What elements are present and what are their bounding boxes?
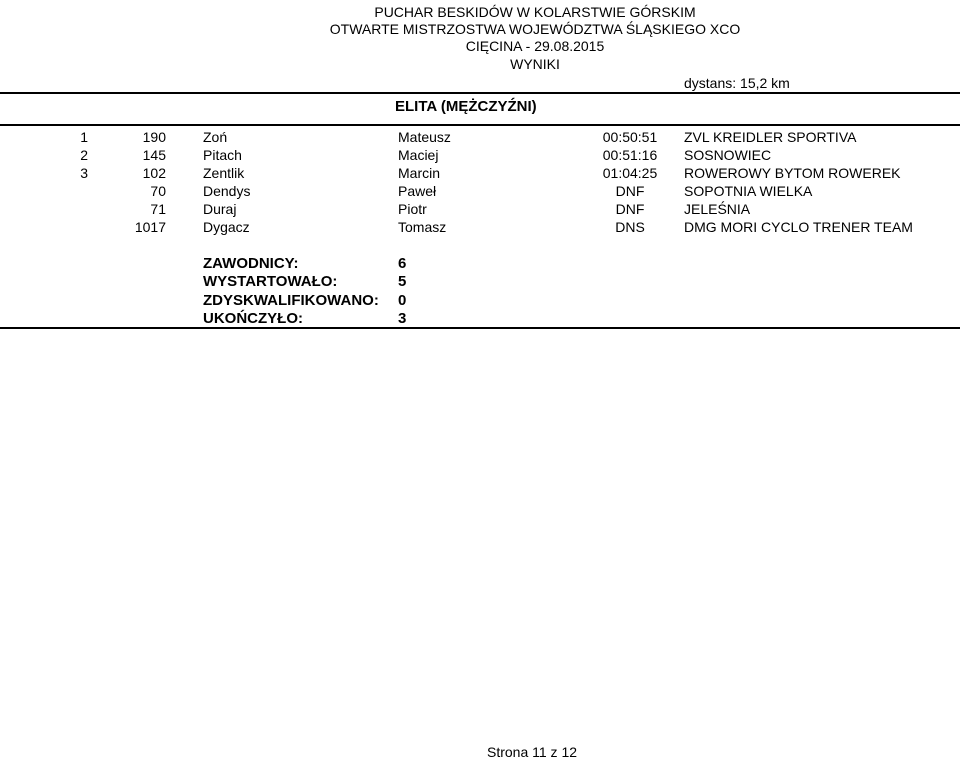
result-time: 01:04:25 xyxy=(602,165,658,181)
result-position: 2 xyxy=(80,147,88,163)
distance-label: dystans: 15,2 km xyxy=(684,75,790,91)
result-club: JELEŚNIA xyxy=(684,201,751,217)
result-surname: Pitach xyxy=(203,147,242,163)
result-first-name: Piotr xyxy=(398,201,427,217)
result-bib-number: 70 xyxy=(150,183,166,199)
stat-label-disqualified: ZDYSKWALIFIKOWANO: xyxy=(203,292,379,309)
stat-value-disqualified: 0 xyxy=(398,292,407,309)
result-first-name: Maciej xyxy=(398,147,439,163)
result-surname: Dygacz xyxy=(203,219,250,235)
result-bib-number: 71 xyxy=(150,201,166,217)
stat-label-finished: UKOŃCZYŁO: xyxy=(203,310,303,327)
result-position: 3 xyxy=(80,165,88,181)
page-number: Strona 11 z 12 xyxy=(487,744,578,760)
result-time: DNF xyxy=(615,183,645,199)
stat-label-competitors: ZAWODNICY: xyxy=(203,255,299,272)
result-position: 1 xyxy=(80,129,88,145)
result-surname: Zoń xyxy=(203,129,228,145)
category-divider xyxy=(0,124,960,126)
header-divider xyxy=(0,92,960,94)
result-club: SOPOTNIA WIELKA xyxy=(684,183,813,199)
result-first-name: Mateusz xyxy=(398,129,451,145)
result-club: SOSNOWIEC xyxy=(684,147,772,163)
result-time: DNF xyxy=(615,201,645,217)
result-club: DMG MORI CYCLO TRENER TEAM xyxy=(684,219,913,235)
result-bib-number: 145 xyxy=(142,147,166,163)
header-subtitle: OTWARTE MISTRZOSTWA WOJEWÓDZTWA ŚLĄSKIEGO XCO xyxy=(329,21,741,37)
result-first-name: Paweł xyxy=(398,183,437,199)
result-bib-number: 102 xyxy=(142,165,166,181)
stat-label-started: WYSTARTOWAŁO: xyxy=(203,273,338,290)
stat-value-started: 5 xyxy=(398,273,407,290)
result-bib-number: 1017 xyxy=(134,219,166,235)
result-club: ZVL KREIDLER SPORTIVA xyxy=(684,129,857,145)
category-title: ELITA (MĘŻCZYŹNI) xyxy=(395,98,537,115)
result-surname: Zentlik xyxy=(203,165,245,181)
header-results: WYNIKI xyxy=(510,56,560,72)
summary-divider xyxy=(0,327,960,329)
result-time: 00:51:16 xyxy=(602,147,658,163)
stat-value-finished: 3 xyxy=(398,310,407,327)
result-surname: Duraj xyxy=(203,201,237,217)
result-bib-number: 190 xyxy=(142,129,166,145)
result-time: DNS xyxy=(615,219,645,235)
result-club: ROWEROWY BYTOM ROWEREK xyxy=(684,165,901,181)
stat-value-competitors: 6 xyxy=(398,255,407,272)
result-first-name: Marcin xyxy=(398,165,441,181)
result-time: 00:50:51 xyxy=(602,129,658,145)
result-surname: Dendys xyxy=(203,183,251,199)
result-first-name: Tomasz xyxy=(398,219,447,235)
header-title: PUCHAR BESKIDÓW W KOLARSTWIE GÓRSKIM xyxy=(374,4,696,20)
header-venue-date: CIĘCINA - 29.08.2015 xyxy=(465,38,605,54)
